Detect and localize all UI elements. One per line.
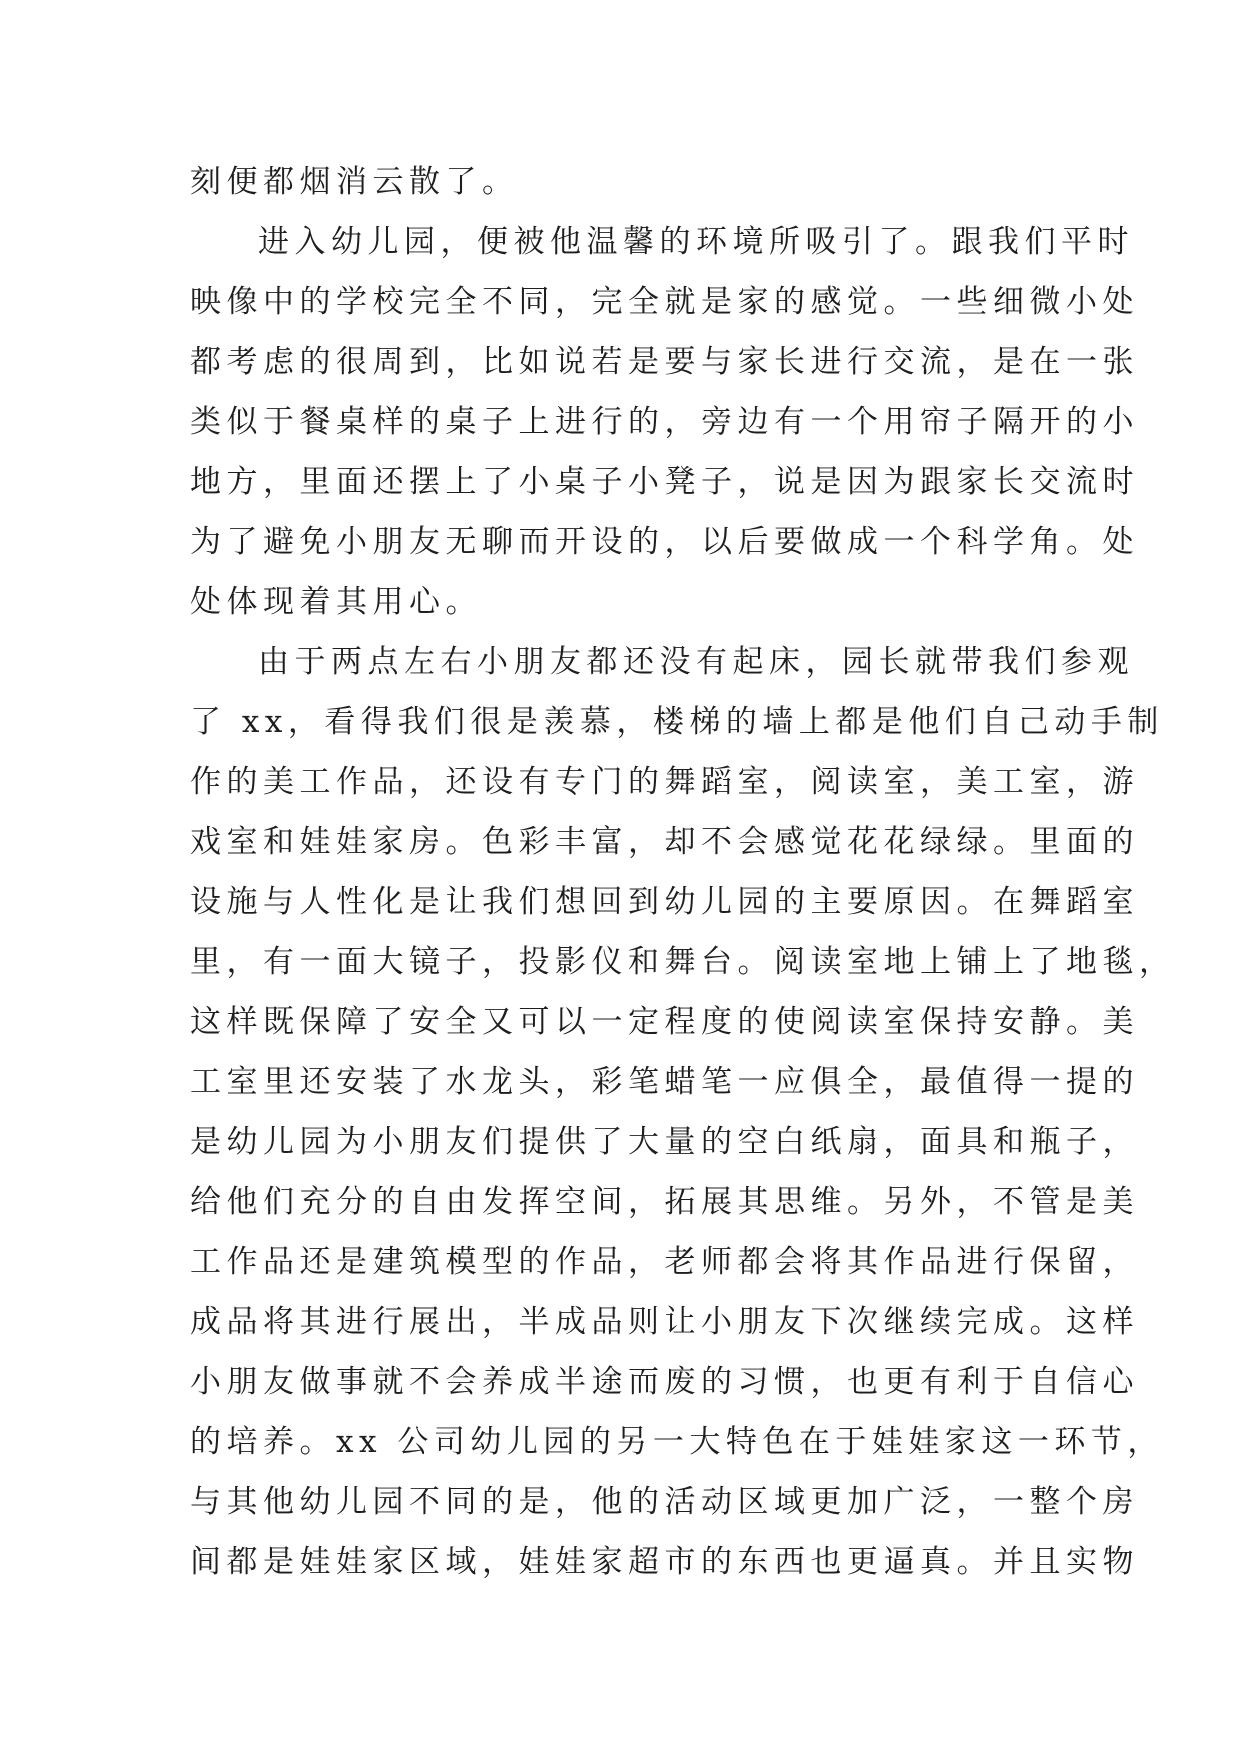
text-line: 成品将其进行展出，半成品则让小朋友下次继续完成。这样 — [190, 1304, 1139, 1340]
text-line: 类似于餐桌样的桌子上进行的，旁边有一个用帘子隔开的小 — [190, 404, 1139, 440]
text-line: 这样既保障了安全又可以一定程度的使阅读室保持安静。美 — [190, 1004, 1139, 1040]
text-line: 了 xx，看得我们很是羡慕，楼梯的墙上都是他们自己动手制 — [190, 704, 1164, 740]
text-line: 小朋友做事就不会养成半途而废的习惯，也更有利于自信心 — [190, 1364, 1139, 1400]
text-line: 是幼儿园为小朋友们提供了大量的空白纸扇，面具和瓶子， — [190, 1124, 1139, 1160]
text-line: 处体现着其用心。 — [190, 584, 482, 620]
text-line: 都考虑的很周到，比如说若是要与家长进行交流，是在一张 — [190, 344, 1139, 380]
text-line: 间都是娃娃家区域，娃娃家超市的东西也更逼真。并且实物 — [190, 1544, 1139, 1580]
text-line: 里，有一面大镜子，投影仪和舞台。阅读室地上铺上了地毯， — [190, 944, 1176, 980]
text-line: 作的美工作品，还设有专门的舞蹈室，阅读室，美工室，游 — [190, 764, 1139, 800]
text-line: 工作品还是建筑模型的作品，老师都会将其作品进行保留， — [190, 1244, 1139, 1280]
text-line: 的培养。xx 公司幼儿园的另一大特色在于娃娃家这一环节， — [190, 1424, 1164, 1460]
text-line: 与其他幼儿园不同的是，他的活动区域更加广泛，一整个房 — [190, 1484, 1139, 1520]
text-line: 刻便都烟消云散了。 — [190, 164, 519, 200]
text-line: 戏室和娃娃家房。色彩丰富，却不会感觉花花绿绿。里面的 — [190, 824, 1139, 860]
paragraph-first-line: 进入幼儿园，便被他温馨的环境所吸引了。跟我们平时 — [258, 224, 1134, 260]
text-line: 设施与人性化是让我们想回到幼儿园的主要原因。在舞蹈室 — [190, 884, 1139, 920]
text-line: 为了避免小朋友无聊而开设的，以后要做成一个科学角。处 — [190, 524, 1139, 560]
body-text — [190, 152, 1176, 1592]
text-line: 地方，里面还摆上了小桌子小凳子，说是因为跟家长交流时 — [190, 464, 1139, 500]
text-line: 工室里还安装了水龙头，彩笔蜡笔一应俱全，最值得一提的 — [190, 1064, 1139, 1100]
text-line: 映像中的学校完全不同，完全就是家的感觉。一些细微小处 — [190, 284, 1139, 320]
text-line: 给他们充分的自由发挥空间，拓展其思维。另外，不管是美 — [190, 1184, 1139, 1220]
paragraph-first-line: 由于两点左右小朋友都还没有起床，园长就带我们参观 — [258, 644, 1134, 680]
